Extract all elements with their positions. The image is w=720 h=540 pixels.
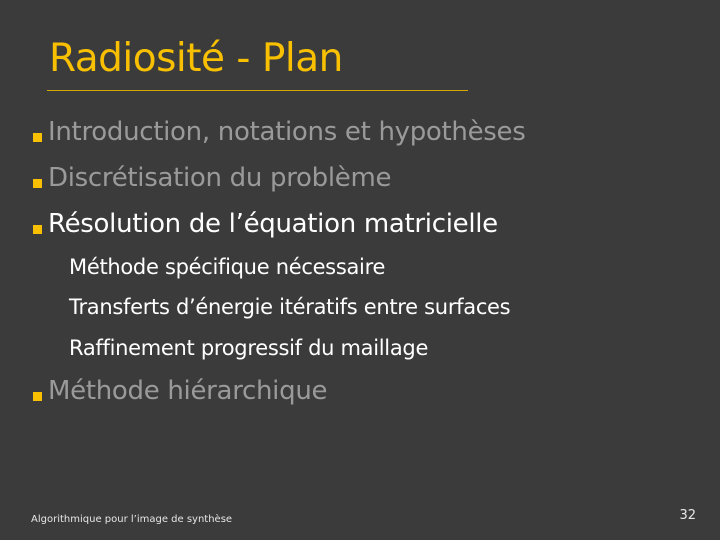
bullet-text: Introduction, notations et hypothèses bbox=[48, 117, 526, 147]
bullet-item-introduction bbox=[33, 114, 526, 150]
slide-footer: Algorithmique pour l’image de synthèse bbox=[31, 514, 233, 525]
bullet-text: Résolution de l’équation matricielle bbox=[48, 209, 498, 239]
bullet-item-hierarchique bbox=[33, 373, 327, 409]
bullet-square-icon bbox=[33, 225, 42, 234]
subbullet-item: Méthode spécifique nécessaire bbox=[69, 255, 386, 279]
subbullet-item: Raffinement progressif du maillage bbox=[69, 336, 429, 360]
bullet-square-icon bbox=[33, 179, 42, 188]
page-number: 32 bbox=[679, 508, 696, 523]
bullet-text: Discrétisation du problème bbox=[48, 163, 392, 193]
bullet-item-resolution bbox=[33, 206, 498, 242]
bullet-item-discretisation bbox=[33, 160, 391, 196]
slide-title: Radiosité - Plan bbox=[49, 36, 343, 81]
bullet-square-icon bbox=[33, 392, 42, 401]
subbullet-item: Transferts d’énergie itératifs entre surfaces bbox=[69, 295, 511, 319]
bullet-square-icon bbox=[33, 133, 42, 142]
bullet-text: Méthode hiérarchique bbox=[48, 376, 328, 406]
